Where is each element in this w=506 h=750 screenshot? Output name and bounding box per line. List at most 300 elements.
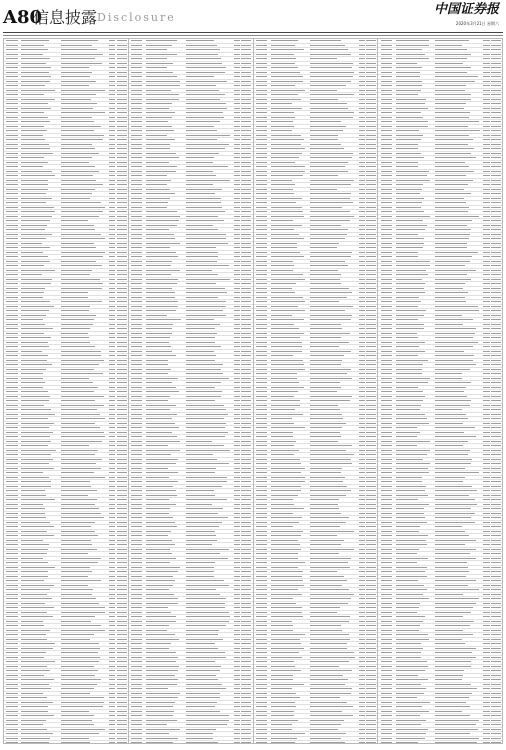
table-cell <box>234 297 240 298</box>
table-cell <box>435 346 473 347</box>
table-cell <box>146 504 176 505</box>
table-cell <box>310 148 343 149</box>
table-cell <box>435 585 468 586</box>
table-cell <box>117 135 127 136</box>
table-cell <box>483 585 489 586</box>
table-cell <box>359 517 365 518</box>
table-cell <box>396 486 426 487</box>
table-cell <box>61 342 90 343</box>
table-cell <box>366 184 376 185</box>
table-cell <box>241 63 251 64</box>
section-title: 信息披露 <box>33 8 98 27</box>
table-cell <box>131 157 142 158</box>
table-cell <box>271 292 296 293</box>
table-cell <box>271 621 292 622</box>
table-cell <box>146 693 180 694</box>
table-cell <box>6 441 17 442</box>
table-cell <box>359 112 365 113</box>
table-cell <box>146 153 176 154</box>
table-cell <box>109 103 115 104</box>
table-cell <box>6 126 17 127</box>
table-cell <box>21 553 46 554</box>
table-cell <box>234 279 240 280</box>
table-cell <box>381 180 392 181</box>
table-cell <box>131 630 142 631</box>
table-cell <box>483 49 489 50</box>
table-cell <box>359 369 365 370</box>
table-cell <box>396 229 425 230</box>
table-cell <box>271 499 293 500</box>
table-cell <box>234 189 240 190</box>
table-cell <box>310 387 341 388</box>
table-cell <box>6 495 17 496</box>
table-cell <box>61 360 104 361</box>
table-cell <box>491 387 501 388</box>
table-cell <box>61 414 100 415</box>
table-cell <box>234 166 240 167</box>
table-cell <box>359 706 365 707</box>
table-cell <box>146 418 172 419</box>
table-cell <box>234 126 240 127</box>
table-cell <box>109 702 115 703</box>
table-cell <box>61 306 90 307</box>
table-cell <box>359 540 365 541</box>
table-cell <box>21 40 49 41</box>
table-cell <box>21 54 43 55</box>
table-cell <box>271 117 295 118</box>
table-cell <box>483 310 489 311</box>
table-cell <box>271 711 294 712</box>
table-cell <box>6 688 17 689</box>
table-cell <box>186 409 227 410</box>
table-cell <box>271 697 300 698</box>
table-cell <box>6 733 17 734</box>
table-cell <box>256 499 267 500</box>
table-cell <box>6 364 17 365</box>
table-cell <box>256 171 267 172</box>
table-cell <box>6 472 17 473</box>
table-cell <box>435 441 468 442</box>
table-cell <box>21 157 44 158</box>
table-cell <box>241 337 251 338</box>
table-cell <box>241 396 251 397</box>
table-cell <box>491 594 501 595</box>
table-cell <box>310 355 344 356</box>
table-cell <box>310 711 342 712</box>
table-cell <box>483 450 489 451</box>
table-cell <box>241 589 251 590</box>
table-cell <box>271 400 300 401</box>
table-cell <box>131 346 142 347</box>
table-cell <box>21 531 47 532</box>
table-cell <box>435 679 462 680</box>
table-cell <box>366 364 376 365</box>
table-cell <box>256 621 267 622</box>
table-cell <box>6 342 17 343</box>
table-cell <box>109 670 115 671</box>
table-cell <box>271 126 294 127</box>
table-cell <box>117 40 127 41</box>
table-cell <box>381 126 392 127</box>
table-cell <box>117 508 127 509</box>
table-cell <box>234 198 240 199</box>
table-cell <box>359 351 365 352</box>
table-cell <box>366 297 376 298</box>
table-cell <box>21 688 50 689</box>
table-cell <box>234 378 240 379</box>
table-cell <box>117 526 127 527</box>
table-cell <box>256 598 267 599</box>
table-cell <box>483 400 489 401</box>
table-cell <box>396 738 425 739</box>
table-cell <box>396 333 418 334</box>
table-cell <box>435 292 468 293</box>
table-cell <box>366 436 376 437</box>
table-cell <box>21 333 44 334</box>
table-cell <box>366 463 376 464</box>
table-cell <box>21 229 45 230</box>
table-cell <box>396 180 430 181</box>
table-cell <box>396 144 418 145</box>
table-cell <box>117 319 127 320</box>
table-cell <box>6 405 17 406</box>
table-cell <box>491 211 501 212</box>
table-cell <box>435 211 468 212</box>
table-cell <box>146 292 175 293</box>
table-cell <box>117 441 127 442</box>
table-cell <box>396 526 421 527</box>
table-cell <box>117 504 127 505</box>
table-cell <box>146 499 169 500</box>
table-cell <box>61 301 103 302</box>
table-cell <box>491 693 501 694</box>
table-cell <box>131 121 142 122</box>
table-cell <box>117 112 127 113</box>
table-cell <box>256 306 267 307</box>
table-cell <box>146 108 169 109</box>
table-cell <box>310 81 350 82</box>
table-cell <box>61 513 101 514</box>
table-cell <box>359 346 365 347</box>
table-cell <box>483 558 489 559</box>
table-cell <box>483 355 489 356</box>
table-cell <box>117 391 127 392</box>
table-cell <box>396 400 423 401</box>
table-cell <box>146 378 178 379</box>
table-cell <box>109 724 115 725</box>
table-cell <box>491 423 501 424</box>
table-cell <box>271 513 293 514</box>
table-cell <box>234 180 240 181</box>
table-cell <box>117 535 127 536</box>
table-cell <box>381 256 392 257</box>
table-cell <box>241 292 251 293</box>
table-cell <box>256 369 267 370</box>
table-cell <box>310 616 350 617</box>
table-cell <box>435 612 471 613</box>
table-cell <box>131 562 142 563</box>
table-cell <box>131 387 142 388</box>
table-cell <box>359 126 365 127</box>
table-cell <box>117 342 127 343</box>
table-cell <box>131 58 142 59</box>
table-cell <box>271 202 297 203</box>
table-cell <box>483 184 489 185</box>
table-cell <box>109 58 115 59</box>
table-cell <box>491 684 501 685</box>
table-cell <box>186 216 218 217</box>
table-cell <box>256 274 267 275</box>
table-cell <box>21 387 42 388</box>
table-cell <box>366 481 376 482</box>
table-cell <box>256 139 267 140</box>
table-cell <box>234 490 240 491</box>
table-cell <box>381 409 392 410</box>
table-cell <box>234 733 240 734</box>
table-cell <box>234 454 240 455</box>
table-cell <box>396 702 431 703</box>
table-cell <box>21 562 48 563</box>
table-cell <box>109 639 115 640</box>
table-cell <box>491 220 501 221</box>
table-cell <box>310 625 341 626</box>
table-cell <box>234 252 240 253</box>
table-cell <box>271 369 305 370</box>
table-cell <box>359 184 365 185</box>
table-cell <box>241 351 251 352</box>
table-cell <box>366 441 376 442</box>
table-cell <box>396 544 428 545</box>
table-cell <box>359 292 365 293</box>
table-cell <box>381 666 392 667</box>
table-cell <box>271 144 301 145</box>
table-cell <box>186 135 230 136</box>
table-cell <box>186 306 226 307</box>
table-cell <box>359 513 365 514</box>
table-cell <box>366 585 376 586</box>
table-cell <box>491 49 501 50</box>
table-cell <box>117 103 127 104</box>
table-cell <box>366 144 376 145</box>
table-cell <box>241 702 251 703</box>
table-cell <box>109 625 115 626</box>
table-cell <box>366 247 376 248</box>
table-cell <box>256 225 267 226</box>
table-cell <box>131 99 142 100</box>
table-cell <box>483 625 489 626</box>
table-cell <box>381 661 392 662</box>
table-cell <box>117 148 127 149</box>
table-cell <box>109 135 115 136</box>
table-cell <box>186 175 216 176</box>
table-cell <box>186 288 225 289</box>
table-cell <box>310 373 346 374</box>
table-cell <box>21 175 55 176</box>
table-cell <box>366 112 376 113</box>
table-cell <box>146 373 168 374</box>
table-cell <box>366 621 376 622</box>
table-cell <box>131 45 142 46</box>
table-cell <box>366 333 376 334</box>
table-cell <box>117 427 127 428</box>
table-cell <box>6 112 17 113</box>
table-cell <box>381 171 392 172</box>
table-cell <box>256 238 267 239</box>
table-cell <box>381 553 392 554</box>
table-cell <box>381 139 392 140</box>
table-cell <box>6 198 17 199</box>
table-cell <box>310 684 344 685</box>
table-cell <box>186 103 227 104</box>
table-cell <box>310 193 350 194</box>
table-cell <box>146 58 167 59</box>
table-cell <box>131 612 142 613</box>
table-cell <box>241 639 251 640</box>
table-cell <box>21 243 42 244</box>
table-cell <box>359 153 365 154</box>
table-cell <box>131 526 142 527</box>
table-cell <box>256 130 267 131</box>
table-cell <box>186 400 215 401</box>
table-cell <box>381 427 392 428</box>
table-cell <box>146 63 173 64</box>
table-cell <box>381 99 392 100</box>
table-cell <box>186 486 222 487</box>
table-cell <box>6 274 17 275</box>
table-cell <box>109 405 115 406</box>
table-cell <box>186 558 228 559</box>
table-cell <box>483 720 489 721</box>
table-cell <box>109 261 115 262</box>
table-cell <box>109 472 115 473</box>
table-cell <box>491 544 501 545</box>
table-cell <box>396 499 418 500</box>
table-cell <box>435 265 464 266</box>
table-cell <box>117 234 127 235</box>
table-cell <box>310 90 337 91</box>
table-cell <box>241 72 251 73</box>
table-cell <box>21 310 49 311</box>
table-cell <box>396 522 427 523</box>
table-cell <box>483 265 489 266</box>
table-cell <box>186 247 216 248</box>
table-cell <box>366 558 376 559</box>
table-cell <box>310 234 347 235</box>
table-cell <box>366 382 376 383</box>
table-cell <box>396 216 431 217</box>
table-cell <box>396 531 419 532</box>
table-cell <box>435 648 476 649</box>
table-cell <box>6 180 17 181</box>
table-cell <box>435 702 466 703</box>
table-cell <box>234 261 240 262</box>
table-cell <box>234 238 240 239</box>
table-cell <box>381 202 392 203</box>
table-cell <box>256 661 267 662</box>
table-cell <box>359 139 365 140</box>
table-cell <box>310 270 338 271</box>
table-cell <box>381 369 392 370</box>
table-cell <box>241 243 251 244</box>
table-cell <box>6 621 17 622</box>
table-cell <box>310 279 339 280</box>
table-cell <box>6 238 17 239</box>
table-cell <box>234 531 240 532</box>
table-cell <box>109 207 115 208</box>
table-cell <box>241 139 251 140</box>
table-cell <box>186 346 221 347</box>
table-cell <box>234 522 240 523</box>
table-cell <box>6 720 17 721</box>
table-cell <box>117 297 127 298</box>
table-cell <box>61 522 95 523</box>
table-cell <box>109 432 115 433</box>
table-cell <box>491 162 501 163</box>
table-row <box>378 741 502 743</box>
table-cell <box>310 135 337 136</box>
table-cell <box>435 481 463 482</box>
table-cell <box>256 40 267 41</box>
table-cell <box>6 189 17 190</box>
table-cell <box>117 688 127 689</box>
table-cell <box>396 67 422 68</box>
table-cell <box>186 184 213 185</box>
table-cell <box>491 405 501 406</box>
table-cell <box>366 81 376 82</box>
table-cell <box>21 544 49 545</box>
table-cell <box>234 711 240 712</box>
table-cell <box>435 45 462 46</box>
table-cell <box>117 513 127 514</box>
table-cell <box>310 742 344 743</box>
table-cell <box>256 207 267 208</box>
table-cell <box>366 504 376 505</box>
table-cell <box>310 396 351 397</box>
table-cell <box>117 144 127 145</box>
table-cell <box>483 531 489 532</box>
table-cell <box>61 297 88 298</box>
table-cell <box>6 54 17 55</box>
table-cell <box>310 54 350 55</box>
table-cell <box>241 283 251 284</box>
table-cell <box>186 81 227 82</box>
table-cell <box>61 661 99 662</box>
table-cell <box>241 513 251 514</box>
table-cell <box>241 274 251 275</box>
table-cell <box>117 58 127 59</box>
table-cell <box>256 508 267 509</box>
table-cell <box>435 337 473 338</box>
table-cell <box>6 697 17 698</box>
table-cell <box>359 499 365 500</box>
table-cell <box>310 657 354 658</box>
table-cell <box>117 571 127 572</box>
table-cell <box>186 99 220 100</box>
table-cell <box>21 481 51 482</box>
table-cell <box>109 459 115 460</box>
table-cell <box>109 450 115 451</box>
table-cell <box>483 72 489 73</box>
table-cell <box>234 216 240 217</box>
table-cell <box>271 634 305 635</box>
table-cell <box>491 180 501 181</box>
table-cell <box>109 301 115 302</box>
table-cell <box>6 499 17 500</box>
table-cell <box>21 45 43 46</box>
table-cell <box>271 436 293 437</box>
table-cell <box>241 630 251 631</box>
table-cell <box>435 504 477 505</box>
